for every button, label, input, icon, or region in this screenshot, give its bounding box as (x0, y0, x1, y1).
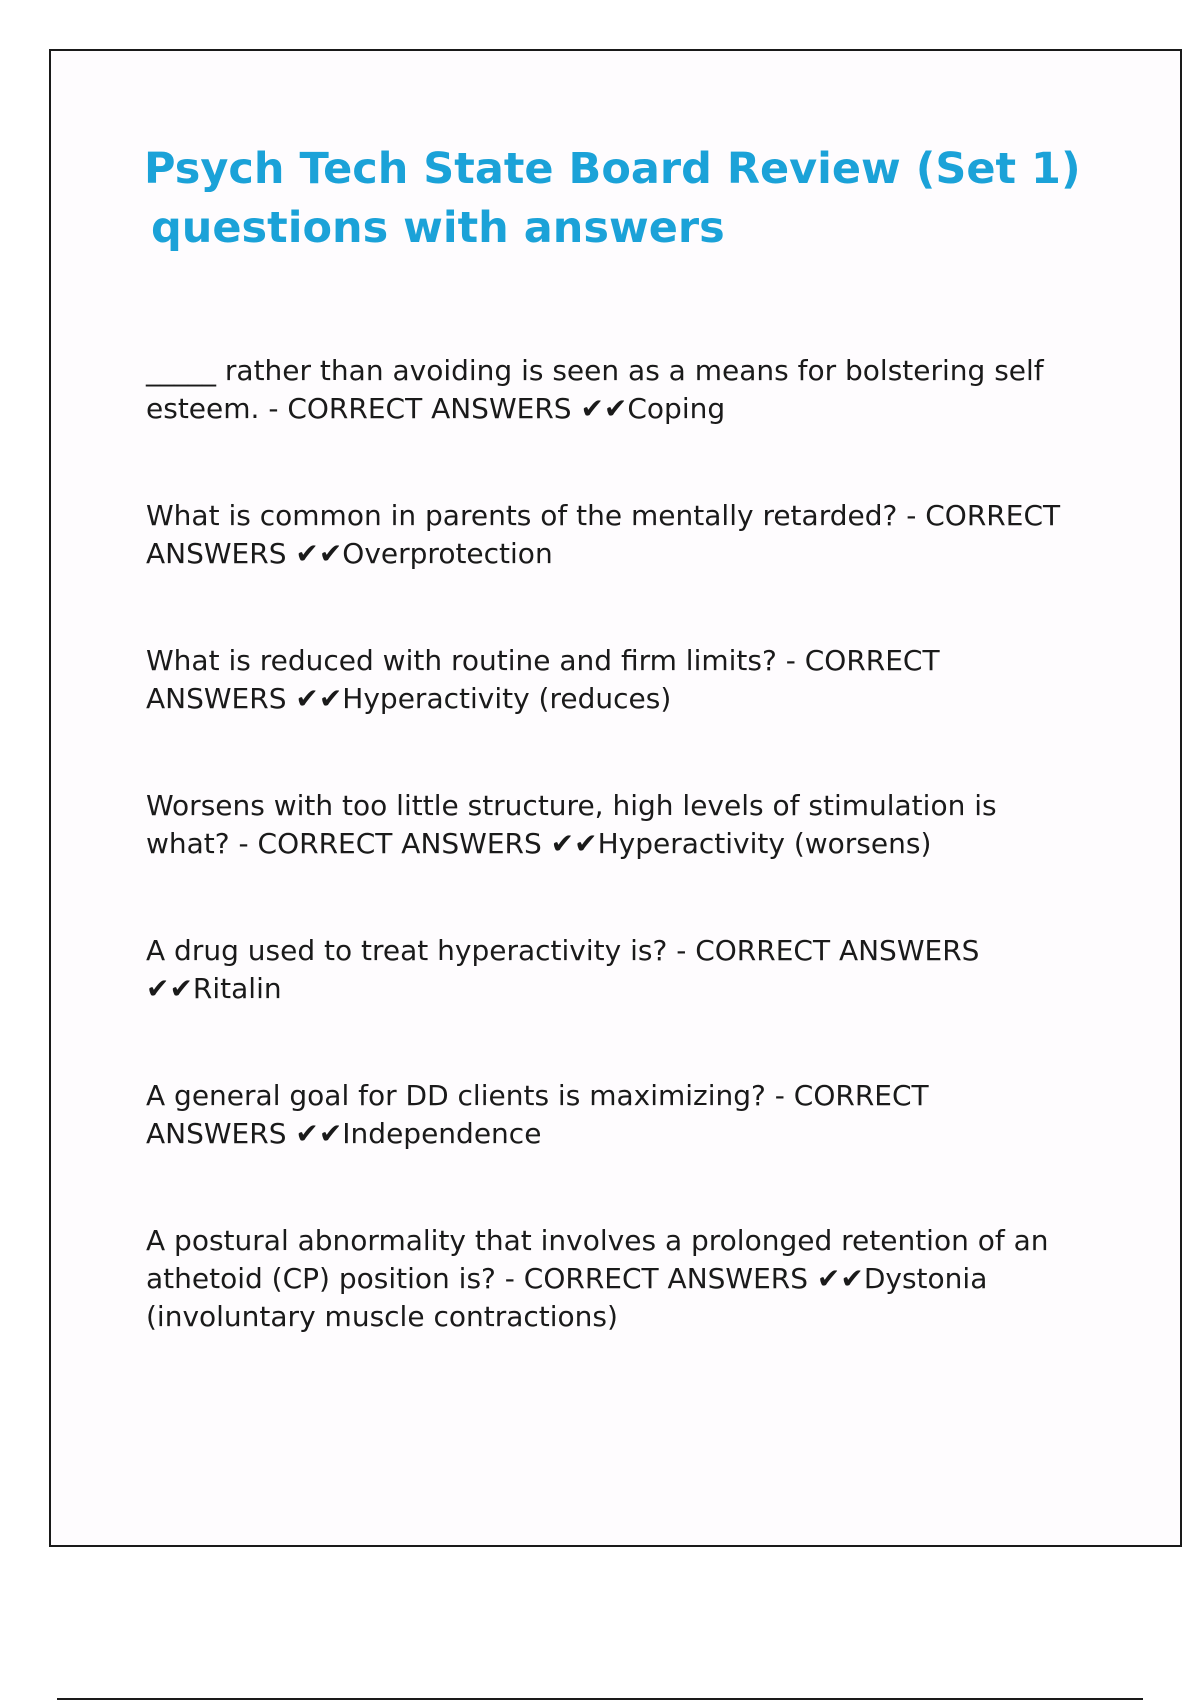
qa-line: esteem. - CORRECT ANSWERS ✔✔Coping (146, 392, 726, 425)
qa-line: What is reduced with routine and firm limits? - CORRECT (146, 644, 940, 677)
qa-line: ANSWERS ✔✔Hyperactivity (reduces) (146, 682, 672, 715)
qa-item-independence (146, 1077, 1096, 1153)
qa-line: Worsens with too little structure, high levels of stimulation is (146, 789, 997, 822)
qa-item-coping (146, 352, 1096, 428)
qa-item-ritalin (146, 932, 1096, 1008)
qa-line: what? - CORRECT ANSWERS ✔✔Hyperactivity (worsens) (146, 827, 932, 860)
qa-line: ANSWERS ✔✔Overprotection (146, 537, 553, 570)
page-title (144, 140, 1104, 258)
qa-line: ANSWERS ✔✔Independence (146, 1117, 542, 1150)
qa-line: ✔✔Ritalin (146, 972, 282, 1005)
qa-item-hyperactivity-reduces (146, 642, 1096, 718)
title-line-2: questions with answers (151, 203, 725, 253)
qa-line: A drug used to treat hyperactivity is? - CORRECT ANSWERS (146, 934, 980, 967)
qa-line: A general goal for DD clients is maximizing? - CORRECT (146, 1079, 929, 1112)
qa-item-hyperactivity-worsens (146, 787, 1096, 863)
qa-line: A postural abnormality that involves a prolonged retention of an (146, 1224, 1049, 1257)
qa-item-overprotection (146, 497, 1096, 573)
qa-line: athetoid (CP) position is? - CORRECT ANSWERS ✔✔Dystonia (146, 1262, 988, 1295)
qa-line: (involuntary muscle contractions) (146, 1300, 618, 1333)
qa-line: _____ rather than avoiding is seen as a means for bolstering self (146, 354, 1044, 387)
qa-item-dystonia (146, 1222, 1096, 1336)
title-line-1: Psych Tech State Board Review (Set 1) (144, 144, 1081, 194)
qa-line: What is common in parents of the mentally retarded? - CORRECT (146, 499, 1061, 532)
question-answer-list (146, 352, 1096, 1336)
